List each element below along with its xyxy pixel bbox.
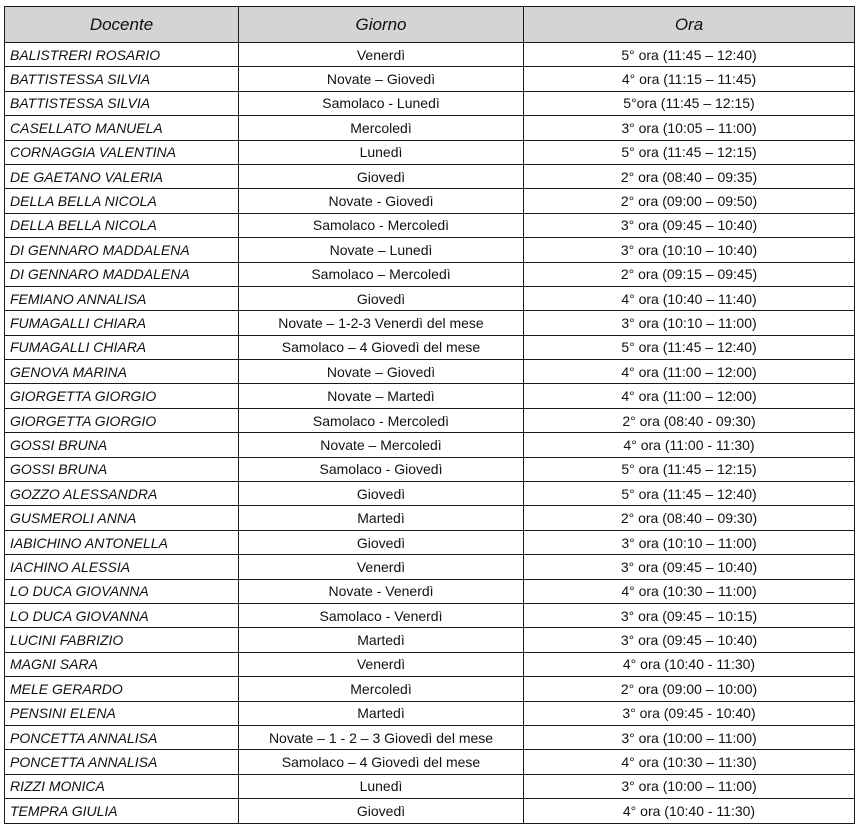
table-row (5, 408, 855, 432)
table-row (5, 482, 855, 506)
table-row (5, 67, 855, 91)
cell-docente: PONCETTA ANNALISA (5, 750, 239, 774)
cell-docente: FUMAGALLI CHIARA (5, 311, 239, 335)
cell-giorno: Novate – Mercoledì (239, 433, 524, 457)
table-body (5, 43, 855, 824)
cell-ora: 4° ora (11:00 - 11:30) (524, 433, 855, 457)
cell-giorno: Novate - Giovedì (239, 189, 524, 213)
cell-giorno: Samolaco – 4 Giovedì del mese (239, 750, 524, 774)
cell-docente: BATTISTESSA SILVIA (5, 67, 239, 91)
table-row (5, 360, 855, 384)
cell-giorno: Samolaco - Mercoledì (239, 213, 524, 237)
table-row (5, 213, 855, 237)
cell-giorno: Mercoledì (239, 677, 524, 701)
cell-docente: CORNAGGIA VALENTINA (5, 140, 239, 164)
table-row (5, 238, 855, 262)
cell-ora: 2° ora (08:40 - 09:30) (524, 408, 855, 432)
cell-docente: RIZZI MONICA (5, 774, 239, 798)
cell-giorno: Novate – Martedì (239, 384, 524, 408)
table-row (5, 116, 855, 140)
cell-ora: 4° ora (10:40 - 11:30) (524, 652, 855, 676)
cell-ora: 5° ora (11:45 – 12:40) (524, 482, 855, 506)
cell-docente: PENSINI ELENA (5, 701, 239, 725)
cell-giorno: Giovedì (239, 164, 524, 188)
cell-giorno: Samolaco - Lunedì (239, 91, 524, 115)
cell-ora: 3° ora (09:45 – 10:40) (524, 213, 855, 237)
table-row (5, 164, 855, 188)
table-row (5, 433, 855, 457)
cell-docente: DELLA BELLA NICOLA (5, 213, 239, 237)
table-row (5, 262, 855, 286)
cell-ora: 4° ora (10:40 - 11:30) (524, 799, 855, 823)
table-row (5, 286, 855, 310)
office-hours-table (4, 6, 855, 824)
cell-docente: BATTISTESSA SILVIA (5, 91, 239, 115)
table-header (5, 7, 855, 43)
cell-ora: 5°ora (11:45 – 12:15) (524, 91, 855, 115)
cell-giorno: Novate – Lunedì (239, 238, 524, 262)
cell-docente: BALISTRERI ROSARIO (5, 43, 239, 67)
table-row (5, 799, 855, 823)
table-row (5, 652, 855, 676)
table-row (5, 555, 855, 579)
cell-ora: 3° ora (10:10 – 11:00) (524, 311, 855, 335)
cell-giorno: Martedì (239, 701, 524, 725)
cell-ora: 3° ora (09:45 – 10:15) (524, 603, 855, 627)
cell-docente: TEMPRA GIULIA (5, 799, 239, 823)
cell-docente: GOZZO ALESSANDRA (5, 482, 239, 506)
cell-ora: 5° ora (11:45 – 12:15) (524, 140, 855, 164)
cell-ora: 5° ora (11:45 – 12:15) (524, 457, 855, 481)
cell-giorno: Samolaco - Giovedì (239, 457, 524, 481)
cell-docente: DE GAETANO VALERIA (5, 164, 239, 188)
table-row (5, 335, 855, 359)
table-row (5, 701, 855, 725)
cell-docente: IABICHINO ANTONELLA (5, 530, 239, 554)
cell-docente: GUSMEROLI ANNA (5, 506, 239, 530)
table-row (5, 91, 855, 115)
table-row (5, 750, 855, 774)
cell-giorno: Giovedì (239, 799, 524, 823)
cell-docente: IACHINO ALESSIA (5, 555, 239, 579)
cell-giorno: Samolaco - Venerdì (239, 603, 524, 627)
table-row (5, 603, 855, 627)
cell-docente: PONCETTA ANNALISA (5, 725, 239, 749)
cell-giorno: Lunedì (239, 140, 524, 164)
table-row (5, 725, 855, 749)
cell-giorno: Mercoledì (239, 116, 524, 140)
header-row (5, 7, 855, 43)
cell-ora: 3° ora (10:05 – 11:00) (524, 116, 855, 140)
cell-giorno: Venerdì (239, 43, 524, 67)
cell-docente: GIORGETTA GIORGIO (5, 384, 239, 408)
cell-docente: LO DUCA GIOVANNA (5, 603, 239, 627)
table-row (5, 311, 855, 335)
cell-docente: GENOVA MARINA (5, 360, 239, 384)
cell-giorno: Novate – Giovedì (239, 360, 524, 384)
column-header-giorno: Giorno (239, 7, 524, 43)
cell-docente: FUMAGALLI CHIARA (5, 335, 239, 359)
cell-ora: 2° ora (09:15 – 09:45) (524, 262, 855, 286)
cell-ora: 3° ora (10:00 – 11:00) (524, 725, 855, 749)
cell-docente: DI GENNARO MADDALENA (5, 262, 239, 286)
column-header-ora: Ora (524, 7, 855, 43)
column-header-docente: Docente (5, 7, 239, 43)
cell-giorno: Giovedì (239, 286, 524, 310)
cell-docente: MELE GERARDO (5, 677, 239, 701)
table-row (5, 457, 855, 481)
cell-ora: 3° ora (09:45 - 10:40) (524, 701, 855, 725)
cell-giorno: Giovedì (239, 482, 524, 506)
cell-ora: 4° ora (10:40 – 11:40) (524, 286, 855, 310)
cell-docente: FEMIANO ANNALISA (5, 286, 239, 310)
table-row (5, 628, 855, 652)
cell-ora: 4° ora (11:15 – 11:45) (524, 67, 855, 91)
cell-giorno: Novate – 1 - 2 – 3 Giovedì del mese (239, 725, 524, 749)
cell-giorno: Venerdì (239, 652, 524, 676)
cell-docente: LO DUCA GIOVANNA (5, 579, 239, 603)
cell-ora: 3° ora (09:45 – 10:40) (524, 628, 855, 652)
cell-ora: 4° ora (10:30 – 11:00) (524, 579, 855, 603)
cell-ora: 2° ora (08:40 – 09:35) (524, 164, 855, 188)
table-row (5, 579, 855, 603)
cell-ora: 3° ora (10:10 – 11:00) (524, 530, 855, 554)
table-row (5, 384, 855, 408)
cell-ora: 2° ora (09:00 – 09:50) (524, 189, 855, 213)
cell-giorno: Lunedì (239, 774, 524, 798)
table-row (5, 43, 855, 67)
cell-docente: GOSSI BRUNA (5, 457, 239, 481)
cell-ora: 5° ora (11:45 – 12:40) (524, 335, 855, 359)
cell-giorno: Martedì (239, 628, 524, 652)
cell-ora: 3° ora (10:10 – 10:40) (524, 238, 855, 262)
table-row (5, 506, 855, 530)
cell-ora: 3° ora (09:45 – 10:40) (524, 555, 855, 579)
cell-docente: DI GENNARO MADDALENA (5, 238, 239, 262)
table-row (5, 140, 855, 164)
cell-docente: GIORGETTA GIORGIO (5, 408, 239, 432)
table-row (5, 530, 855, 554)
cell-ora: 2° ora (08:40 – 09:30) (524, 506, 855, 530)
cell-docente: CASELLATO MANUELA (5, 116, 239, 140)
cell-ora: 3° ora (10:00 – 11:00) (524, 774, 855, 798)
cell-docente: MAGNI SARA (5, 652, 239, 676)
cell-giorno: Novate - Venerdì (239, 579, 524, 603)
cell-giorno: Venerdì (239, 555, 524, 579)
table-row (5, 677, 855, 701)
table-row (5, 774, 855, 798)
cell-docente: DELLA BELLA NICOLA (5, 189, 239, 213)
cell-ora: 2° ora (09:00 – 10:00) (524, 677, 855, 701)
cell-giorno: Novate – 1-2-3 Venerdì del mese (239, 311, 524, 335)
cell-docente: LUCINI FABRIZIO (5, 628, 239, 652)
cell-ora: 4° ora (11:00 – 12:00) (524, 360, 855, 384)
cell-ora: 4° ora (10:30 – 11:30) (524, 750, 855, 774)
cell-giorno: Giovedì (239, 530, 524, 554)
cell-ora: 5° ora (11:45 – 12:40) (524, 43, 855, 67)
cell-giorno: Samolaco – 4 Giovedì del mese (239, 335, 524, 359)
cell-giorno: Novate – Giovedì (239, 67, 524, 91)
cell-docente: GOSSI BRUNA (5, 433, 239, 457)
cell-giorno: Martedì (239, 506, 524, 530)
table-row (5, 189, 855, 213)
cell-giorno: Samolaco - Mercoledì (239, 408, 524, 432)
cell-ora: 4° ora (11:00 – 12:00) (524, 384, 855, 408)
cell-giorno: Samolaco – Mercoledì (239, 262, 524, 286)
